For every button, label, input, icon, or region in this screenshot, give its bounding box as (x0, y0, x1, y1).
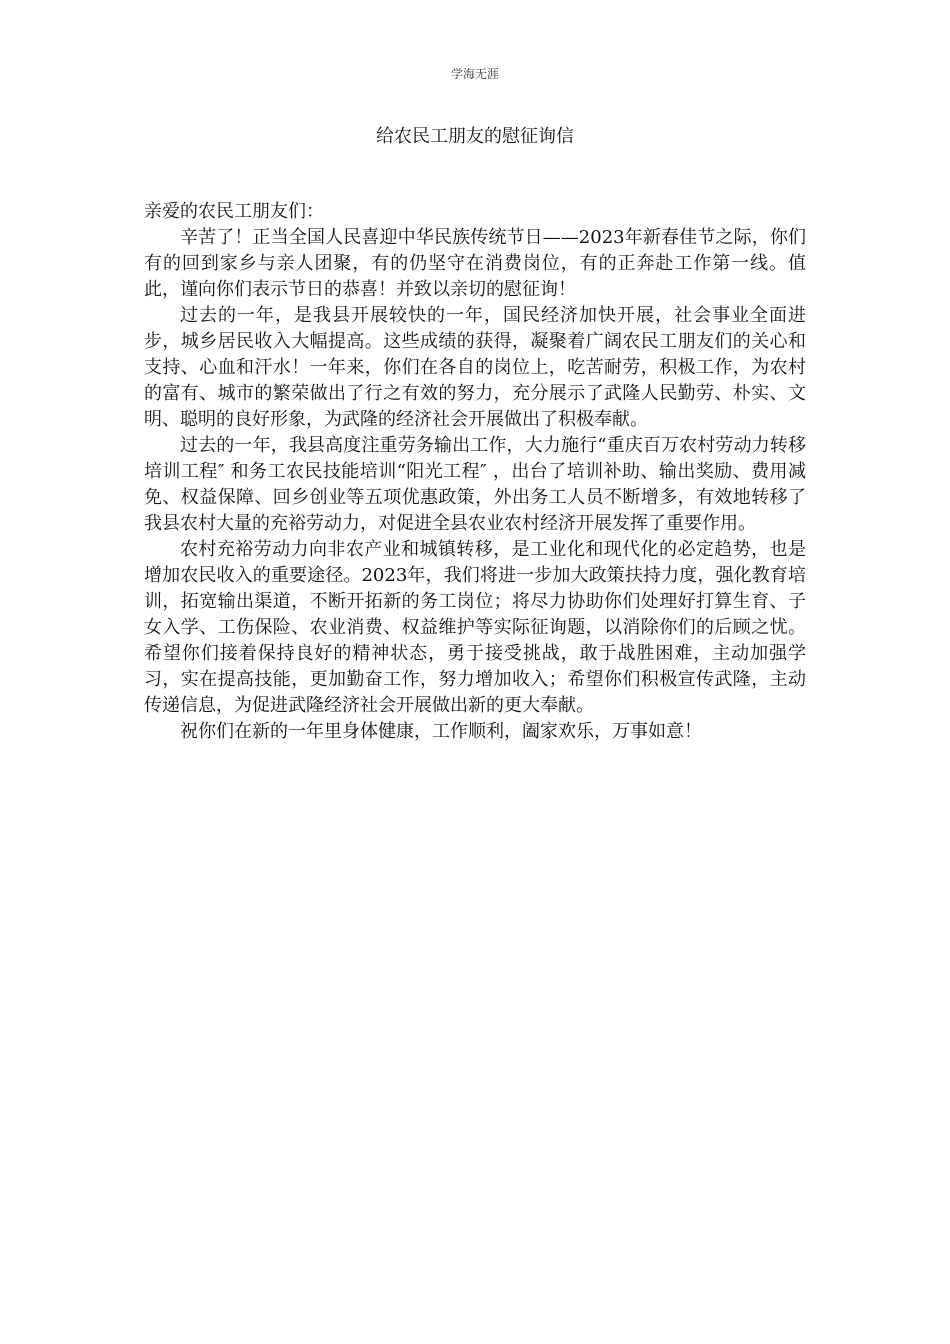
paragraph-greeting: 辛苦了！正当全国人民喜迎中华民族传统节日——2023年新春佳节之际，你们有的回到家乡与亲人团聚，有的仍坚守在消费岗位，有的正奔赴工作第一线。值此，谨向你们表示节日的恭喜！并致以亲切的慰征询！ (144, 227, 806, 300)
paragraph-closing-wishes: 祝你们在新的一年里身体健康，工作顺利，阖家欢乐，万事如意！ (180, 721, 702, 742)
paragraph-future-plans: 农村充裕劳动力向非农产业和城镇转移，是工业化和现代化的必定趋势，也是增加农民收入的重要途径。2023年，我们将进一步加大政策扶持力度，强化教育培训，拓宽输出渠道，不断开拓新的务工岗位；将尽力协助你们处理好打算生育、子女入学、工伤保险、农业消费、权益维护等实际征询题，以消除你们的后顾之忧。希望你们接着保持良好的精神状态，勇于接受挑战，敢于战胜困难，主动加强学习，实在提高技能，更加勤奋工作，努力增加收入；希望你们积极宣传武隆，主动传递信息，为促进武隆经济社会开展做出新的更大奉献。 (144, 539, 806, 716)
letter-body (144, 199, 806, 745)
paragraph-achievements: 过去的一年，是我县开展较快的一年，国民经济加快开展，社会事业全面进步，城乡居民收入大幅提高。这些成绩的获得，凝聚着广阔农民工朋友们的关心和支持、心血和汗水！一年来，你们在各自的岗位上，吃苦耐劳，积极工作，为农村的富有、城市的繁荣做出了行之有效的努力，充分展示了武隆人民勤劳、朴实、文明、聪明的良好形象，为武隆的经济社会开展做出了积极奉献。 (144, 305, 806, 430)
document-title: 给农民工朋友的慰征询信 (376, 126, 574, 147)
paragraph-labor-export: 过去的一年，我县高度注重劳务输出工作，大力施行“重庆百万农村劳动力转移培训工程″ 和务工农民技能培训“阳光工程″ ，出台了培训补助、输出奖励、费用减免、权益保障、回乡创业等五项优惠政策，外出务工人员不断增多，有效地转移了我县农村大量的充裕劳动力，对促进全县农业农村经济开展发挥了重要作用。 (144, 435, 806, 534)
page-header: 学海无涯 (450, 67, 499, 81)
salutation: 亲爱的农民工朋友们： (144, 201, 324, 222)
